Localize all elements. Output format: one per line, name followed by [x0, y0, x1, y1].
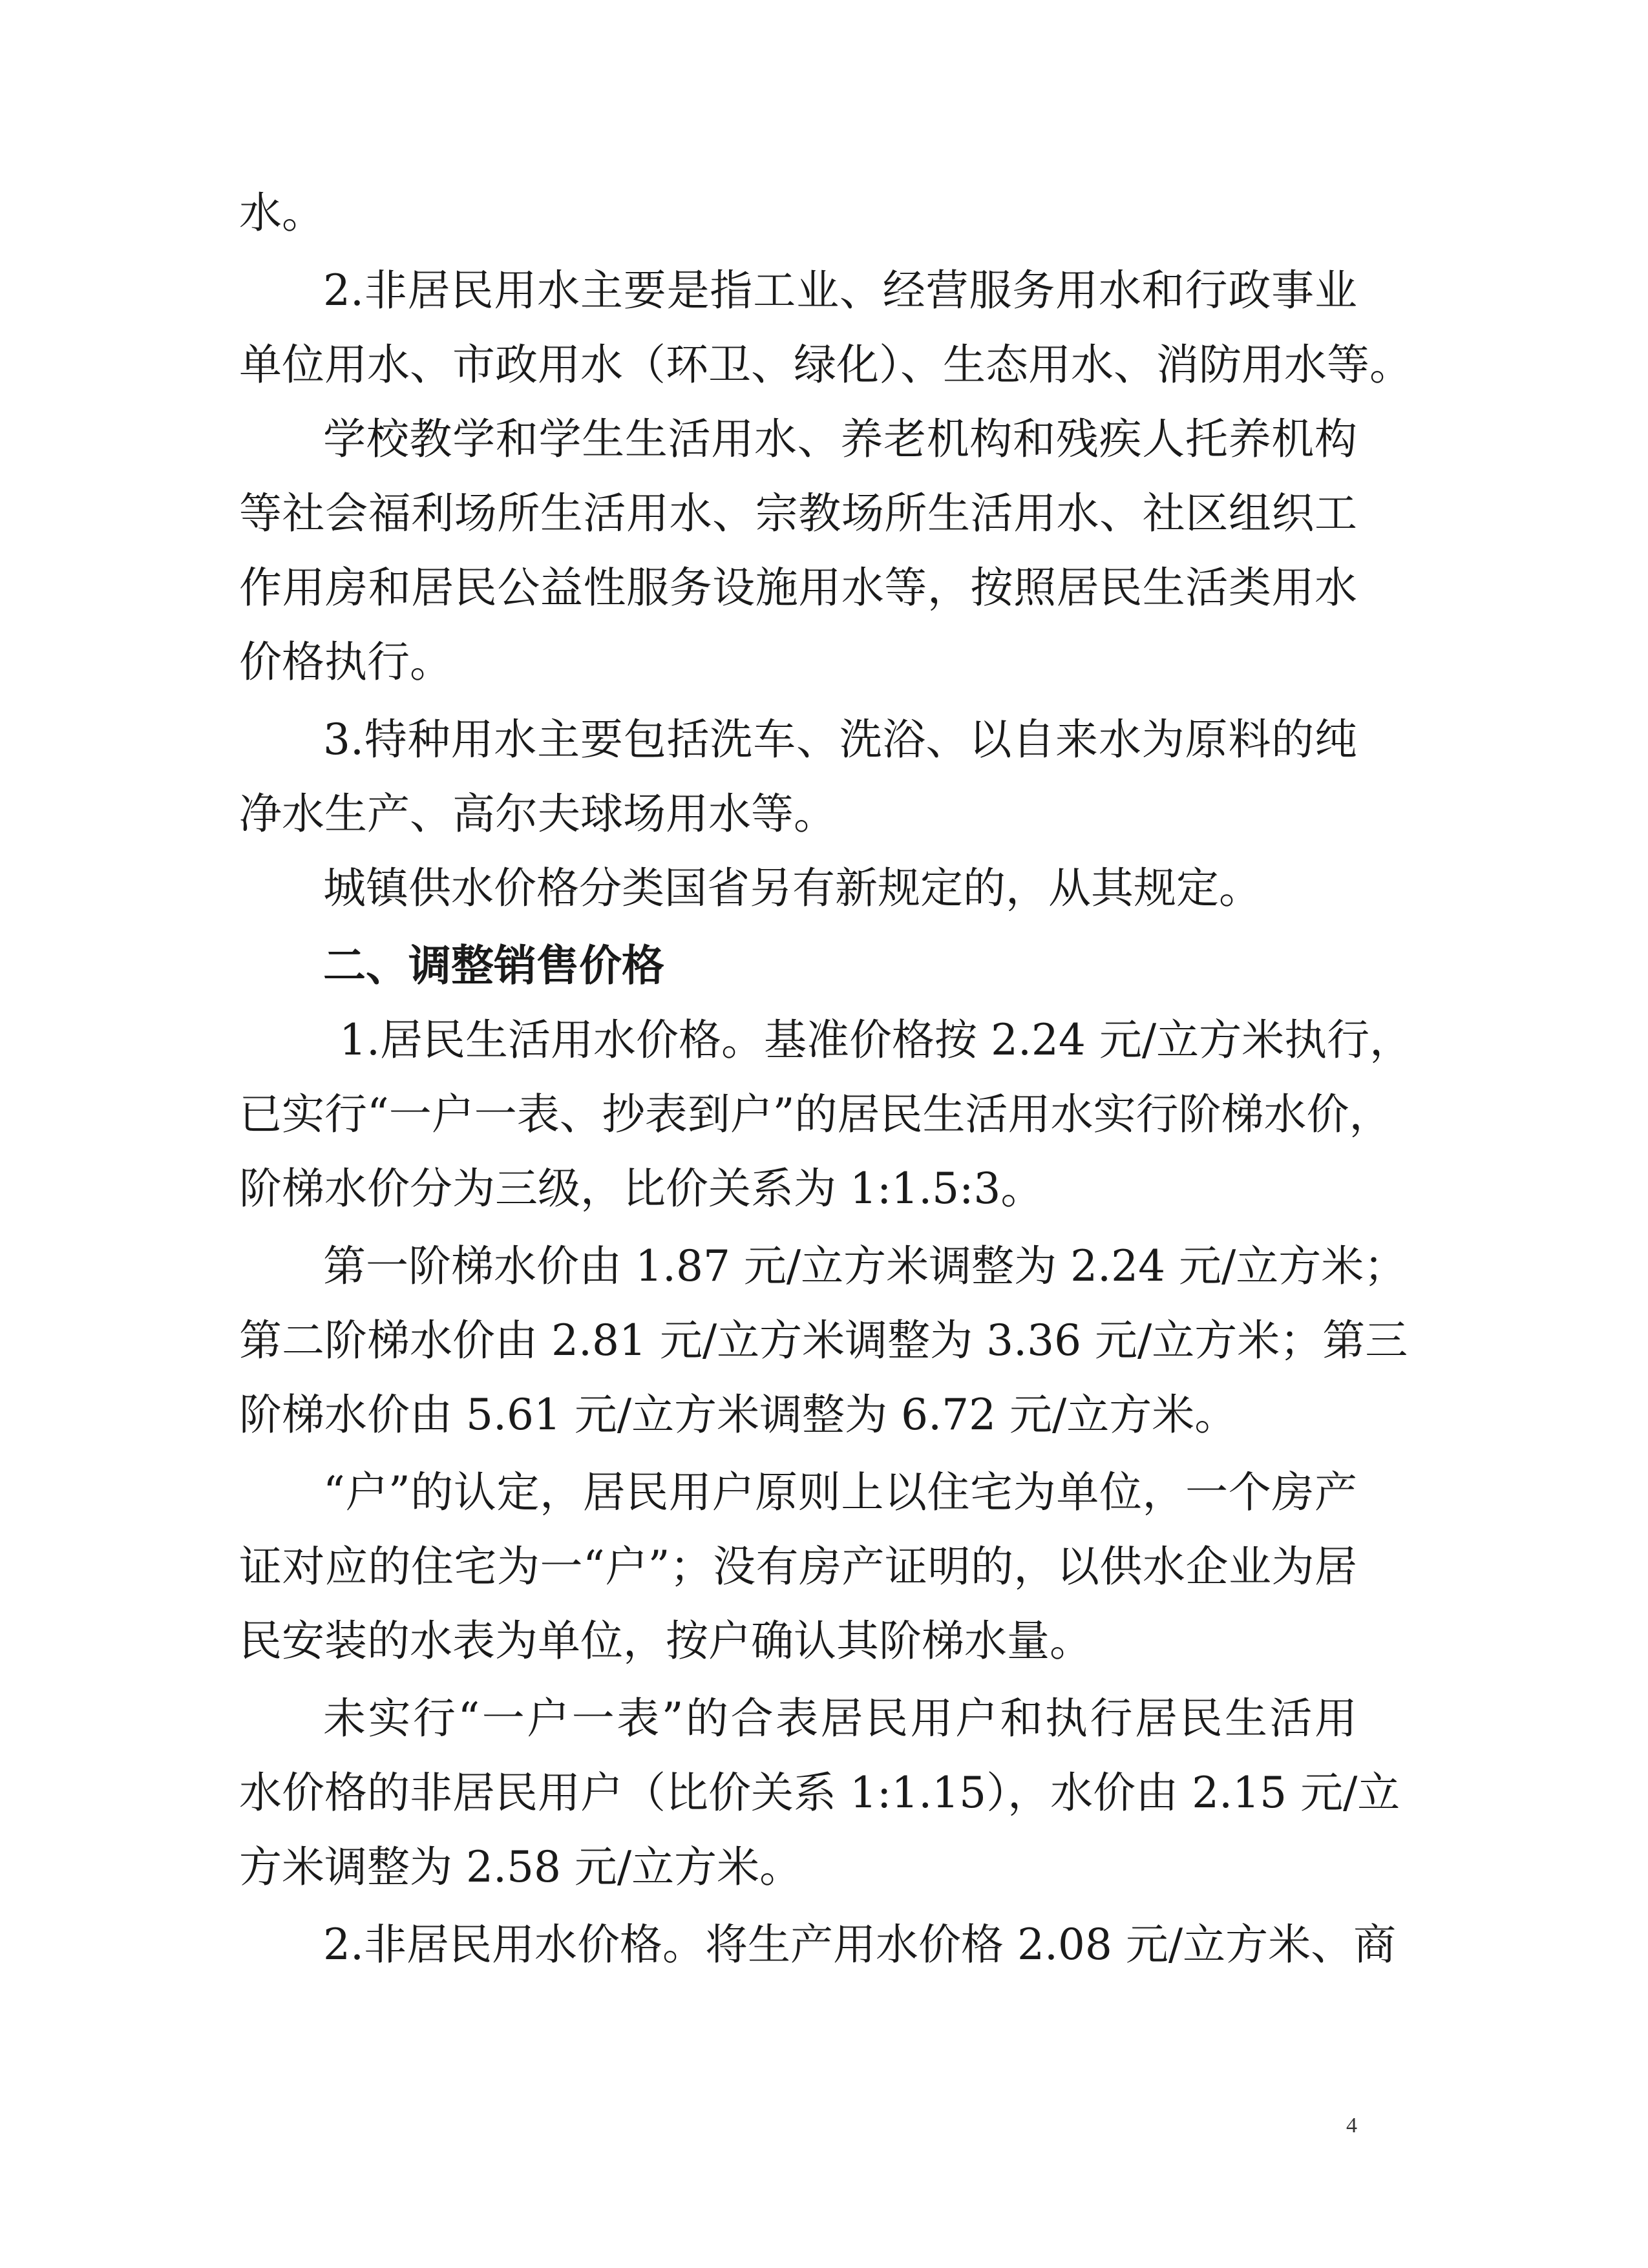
text-line-22: 水价格的非居民用户（比价关系 1:1.15），水价由 2.15 元/立: [239, 1768, 1400, 1818]
text-line-15: 第一阶梯水价由 1.87 元/立方米调整为 2.24 元/立方米；: [323, 1241, 1407, 1291]
text-line-1: 水。: [239, 188, 324, 238]
text-line-13: 已实行“一户一表、抄表到户”的居民生活用水实行阶梯水价，: [239, 1089, 1392, 1139]
text-line-6: 作用房和居民公益性服务设施用水等，按照居民生活类用水: [239, 563, 1357, 613]
text-line-23: 方米调整为 2.58 元/立方米。: [239, 1842, 803, 1892]
text-line-10: 城镇供水价格分类国省另有新规定的，从其规定。: [323, 863, 1262, 913]
text-line-24: 2.非居民用水价格。将生产用水价格 2.08 元/立方米、商: [323, 1920, 1397, 1969]
text-line-3: 单位用水、市政用水（环卫、绿化）、生态用水、消防用水等。: [239, 340, 1412, 390]
text-line-16: 第二阶梯水价由 2.81 元/立方米调整为 3.36 元/立方米；第三: [239, 1316, 1408, 1365]
text-line-17: 阶梯水价由 5.61 元/立方米调整为 6.72 元/立方米。: [239, 1390, 1238, 1440]
text-line-19: 证对应的住宅为一“户”；没有房产证明的，以供水企业为居: [239, 1542, 1357, 1591]
page-number: 4: [1346, 2114, 1357, 2137]
text-line-14: 阶梯水价分为三级，比价关系为 1:1.5:3。: [239, 1164, 1044, 1213]
section-heading: 二、调整销售价格: [323, 941, 664, 991]
text-line-9: 净水生产、高尔夫球场用水等。: [239, 789, 836, 839]
text-line-12: 1.居民生活用水价格。基准价格按 2.24 元/立方米执行，: [339, 1015, 1413, 1065]
text-line-7: 价格执行。: [239, 637, 452, 687]
text-line-21: 未实行“一户一表”的合表居民用户和执行居民生活用: [323, 1694, 1357, 1743]
text-line-20: 民安装的水表为单位，按户确认其阶梯水量。: [239, 1616, 1092, 1666]
text-line-4: 学校教学和学生生活用水、养老机构和残疾人托养机构: [323, 414, 1357, 464]
text-line-8: 3.特种用水主要包括洗车、洗浴、以自来水为原料的纯: [323, 715, 1357, 764]
text-line-2: 2.非居民用水主要是指工业、经营服务用水和行政事业: [323, 266, 1357, 315]
text-line-18: “户”的认定，居民用户原则上以住宅为单位，一个房产: [323, 1467, 1357, 1517]
text-line-5: 等社会福利场所生活用水、宗教场所生活用水、社区组织工: [239, 488, 1357, 538]
